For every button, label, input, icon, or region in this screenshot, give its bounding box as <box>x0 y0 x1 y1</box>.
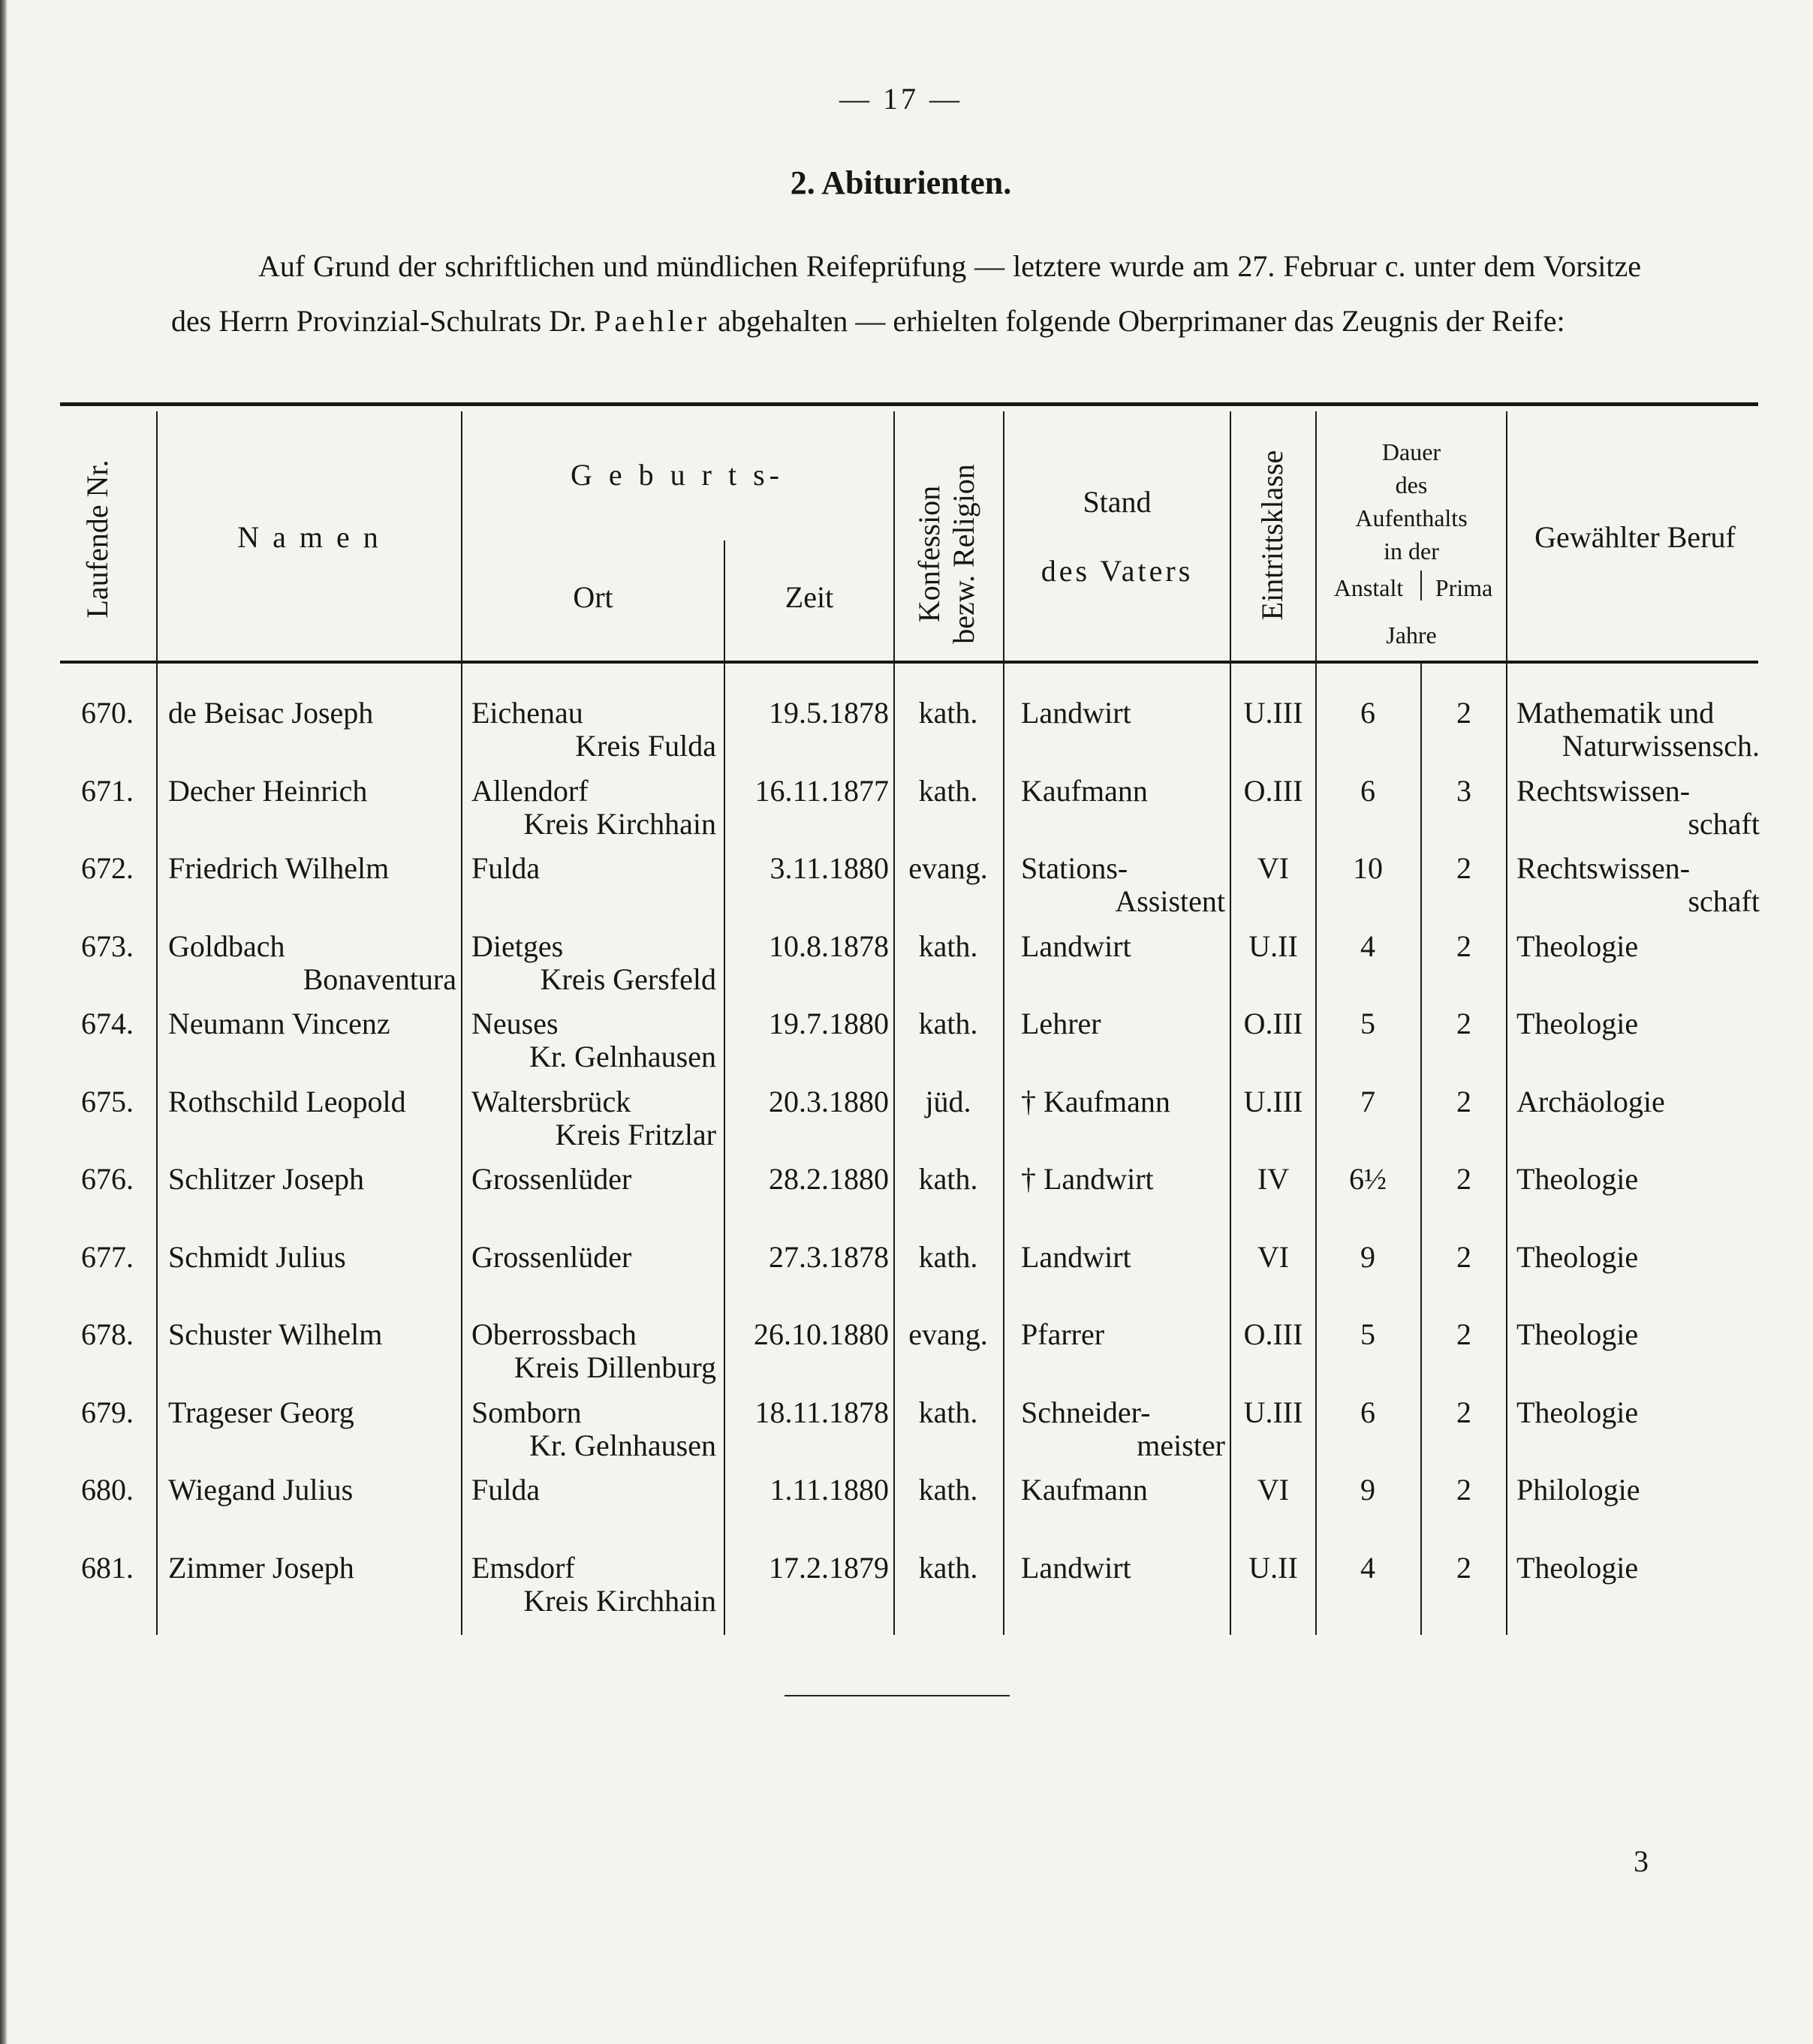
cell-prima: 2 <box>1456 1473 1471 1507</box>
cell-nr: 679. <box>81 1395 134 1429</box>
cell-konf: kath. <box>918 696 978 730</box>
cell-name-line1: de Beisac Joseph <box>168 696 374 730</box>
cell-konf: kath. <box>918 1551 978 1585</box>
column-line <box>1506 411 1507 1635</box>
cell-ort-line1: Waltersbrück <box>471 1085 631 1118</box>
cell-konf: evang. <box>908 851 988 885</box>
cell-anstalt: 6½ <box>1349 1162 1387 1196</box>
cell-ort-line1: Eichenau <box>471 696 583 730</box>
cell-nr: 672. <box>81 851 134 885</box>
cell-klasse: VI <box>1257 1473 1290 1507</box>
cell-beruf-line1: Rechtswissen- <box>1516 774 1691 808</box>
intro-paragraph <box>171 239 1641 348</box>
cell-stand-line2: Assistent <box>1115 884 1225 918</box>
cell-zeit: 19.5.1878 <box>769 696 889 730</box>
cell-prima: 2 <box>1456 1395 1471 1429</box>
cell-ort-line1: Fulda <box>471 851 541 885</box>
cell-ort-line2: Kreis Dillenburg <box>513 1350 716 1384</box>
column-line <box>1420 664 1422 1635</box>
intro-text-2: abgehalten — erhielten folgende Oberprimaner das Zeugnis der Reife: <box>710 304 1565 338</box>
cell-klasse: U.II <box>1248 929 1298 963</box>
cell-beruf-line1: Rechtswissen- <box>1516 851 1691 885</box>
header-konfession <box>912 449 984 659</box>
page-number: — 17 — <box>839 82 962 116</box>
cell-zeit: 26.10.1880 <box>754 1317 889 1351</box>
cell-zeit: 20.3.1880 <box>769 1085 889 1118</box>
cell-zeit: 1.11.1880 <box>769 1473 889 1507</box>
section-title: 2. Abiturienten. <box>790 164 1012 201</box>
cell-ort-line1: Neuses <box>471 1007 559 1040</box>
cell-zeit: 17.2.1879 <box>769 1551 889 1585</box>
cell-anstalt: 9 <box>1360 1473 1375 1507</box>
cell-konf: evang. <box>908 1317 988 1351</box>
cell-name-line1: Friedrich Wilhelm <box>168 851 390 885</box>
cell-stand-line1: Landwirt <box>1021 696 1131 730</box>
cell-klasse: IV <box>1257 1162 1290 1196</box>
cell-anstalt: 6 <box>1360 774 1375 808</box>
cell-name-line1: Wiegand Julius <box>168 1473 354 1507</box>
cell-klasse: U.II <box>1248 1551 1298 1585</box>
cell-klasse: U.III <box>1243 1085 1303 1118</box>
cell-ort-line1: Fulda <box>471 1473 541 1507</box>
cell-stand-line1: Lehrer <box>1021 1007 1101 1040</box>
cell-ort-line1: Somborn <box>471 1395 582 1429</box>
cell-anstalt: 4 <box>1360 1551 1375 1585</box>
cell-prima: 2 <box>1456 696 1471 730</box>
cell-klasse: O.III <box>1243 1007 1303 1040</box>
header-eintritt: Eintrittsklasse <box>1255 450 1289 621</box>
header-stand-2: des Vaters <box>1041 554 1194 588</box>
cell-name-line1: Trageser Georg <box>168 1395 354 1429</box>
column-line <box>156 411 158 1635</box>
header-anstalt: Anstalt <box>1333 574 1404 601</box>
cell-beruf-line1: Theologie <box>1516 1551 1639 1585</box>
cell-ort-line1: Dietges <box>471 929 564 963</box>
cell-zeit: 28.2.1880 <box>769 1162 889 1196</box>
cell-name-line1: Schmidt Julius <box>168 1240 346 1274</box>
cell-ort-line1: Grossenlüder <box>471 1240 632 1274</box>
cell-anstalt: 5 <box>1360 1007 1375 1040</box>
cell-stand-line1: Kaufmann <box>1021 774 1148 808</box>
footnote-rule <box>785 1695 1010 1696</box>
cell-zeit: 27.3.1878 <box>769 1240 889 1274</box>
cell-ort-line1: Allendorf <box>471 774 589 808</box>
cell-name-line1: Zimmer Joseph <box>168 1551 354 1585</box>
cell-name-line1: Decher Heinrich <box>168 774 368 808</box>
cell-konf: kath. <box>918 1395 978 1429</box>
header-dauer-4: in der <box>1384 537 1439 564</box>
cell-konf: kath. <box>918 1007 978 1040</box>
cell-prima: 2 <box>1456 851 1471 885</box>
cell-beruf-line1: Theologie <box>1516 1317 1639 1351</box>
cell-ort-line1: Emsdorf <box>471 1551 575 1585</box>
cell-nr: 674. <box>81 1007 134 1040</box>
cell-anstalt: 7 <box>1360 1085 1375 1118</box>
cell-stand-line1: Landwirt <box>1021 1551 1131 1585</box>
cell-name-line1: Schlitzer Joseph <box>168 1162 365 1196</box>
cell-stand-line1: Landwirt <box>1021 1240 1131 1274</box>
scan-edge <box>0 0 8 2044</box>
cell-klasse: VI <box>1257 1240 1290 1274</box>
cell-klasse: U.III <box>1243 1395 1303 1429</box>
cell-beruf-line2: Naturwissensch. <box>1562 729 1760 763</box>
cell-zeit: 18.11.1878 <box>754 1395 889 1429</box>
cell-name-line2: Bonaventura <box>303 962 456 996</box>
cell-name-line1: Goldbach <box>168 929 285 963</box>
cell-anstalt: 6 <box>1360 1395 1375 1429</box>
cell-prima: 2 <box>1456 1551 1471 1585</box>
cell-ort-line2: Kreis Fulda <box>575 729 716 763</box>
column-line <box>724 540 725 1635</box>
cell-beruf-line1: Theologie <box>1516 1240 1639 1274</box>
header-bottom-rule <box>60 661 1758 664</box>
cell-stand-line2: meister <box>1137 1428 1225 1462</box>
cell-anstalt: 4 <box>1360 929 1375 963</box>
cell-stand-line1: Pfarrer <box>1021 1317 1105 1351</box>
cell-ort-line2: Kr. Gelnhausen <box>529 1040 716 1073</box>
cell-konf: jüd. <box>925 1085 971 1118</box>
cell-nr: 671. <box>81 774 134 808</box>
cell-name-line1: Schuster Wilhelm <box>168 1317 383 1351</box>
cell-klasse: VI <box>1257 851 1290 885</box>
cell-zeit: 16.11.1877 <box>754 774 889 808</box>
cell-konf: kath. <box>918 774 978 808</box>
cell-prima: 2 <box>1456 1240 1471 1274</box>
cell-stand-line1: Landwirt <box>1021 929 1131 963</box>
cell-stand-line1: † Kaufmann <box>1021 1085 1170 1118</box>
header-nr: Laufende Nr. <box>80 459 114 619</box>
header-konfession-2: bezw. Religion <box>947 464 980 644</box>
cell-beruf-line1: Theologie <box>1516 1007 1639 1040</box>
cell-ort-line2: Kreis Kirchhain <box>523 807 716 841</box>
cell-nr: 678. <box>81 1317 134 1351</box>
cell-stand-line1: Stations- <box>1021 851 1128 885</box>
cell-stand-line1: Schneider- <box>1021 1395 1151 1429</box>
cell-anstalt: 10 <box>1353 851 1383 885</box>
cell-prima: 3 <box>1456 774 1471 808</box>
cell-konf: kath. <box>918 1240 978 1274</box>
cell-anstalt: 5 <box>1360 1317 1375 1351</box>
cell-nr: 680. <box>81 1473 134 1507</box>
cell-nr: 681. <box>81 1551 134 1585</box>
header-geburts: G e b u r t s- <box>571 458 784 492</box>
cell-nr: 676. <box>81 1162 134 1196</box>
header-zeit: Zeit <box>785 580 834 614</box>
cell-name-line1: Rothschild Leopold <box>168 1085 406 1118</box>
table-top-rule <box>60 402 1758 406</box>
header-beruf: Gewählter Beruf <box>1534 520 1736 554</box>
cell-beruf-line1: Philologie <box>1516 1473 1640 1507</box>
cell-konf: kath. <box>918 929 978 963</box>
cell-klasse: O.III <box>1243 1317 1303 1351</box>
header-ort: Ort <box>573 580 613 614</box>
cell-beruf-line2: schaft <box>1688 807 1760 841</box>
cell-stand-line1: Kaufmann <box>1021 1473 1148 1507</box>
header-namen: N a m e n <box>237 520 381 554</box>
cell-nr: 675. <box>81 1085 134 1118</box>
cell-prima: 2 <box>1456 1317 1471 1351</box>
cell-ort-line2: Kreis Fritzlar <box>555 1118 716 1151</box>
cell-nr: 677. <box>81 1240 134 1274</box>
cell-ort-line2: Kreis Kirchhain <box>523 1584 716 1618</box>
cell-konf: kath. <box>918 1162 978 1196</box>
cell-anstalt: 9 <box>1360 1240 1375 1274</box>
cell-prima: 2 <box>1456 1162 1471 1196</box>
header-dauer-2: des <box>1395 471 1428 498</box>
cell-nr: 673. <box>81 929 134 963</box>
header-dauer-1: Dauer <box>1381 438 1441 465</box>
cell-beruf-line2: schaft <box>1688 884 1760 918</box>
intro-name: Paehler <box>594 304 711 338</box>
cell-klasse: O.III <box>1243 774 1303 808</box>
cell-anstalt: 6 <box>1360 696 1375 730</box>
header-dauer-3: Aufenthalts <box>1355 504 1468 531</box>
cell-ort-line1: Oberrossbach <box>471 1317 637 1351</box>
header-jahre: Jahre <box>1386 622 1437 649</box>
signature-mark: 3 <box>1634 1844 1649 1878</box>
cell-zeit: 19.7.1880 <box>769 1007 889 1040</box>
cell-zeit: 3.11.1880 <box>769 851 889 885</box>
header-prima: Prima <box>1435 574 1493 601</box>
cell-konf: kath. <box>918 1473 978 1507</box>
cell-prima: 2 <box>1456 929 1471 963</box>
header-dauer <box>1317 435 1506 567</box>
cell-ort-line2: Kreis Gersfeld <box>540 962 716 996</box>
cell-zeit: 10.8.1878 <box>769 929 889 963</box>
header-konfession-1: Konfession <box>912 485 946 623</box>
cell-stand-line1: † Landwirt <box>1021 1162 1154 1196</box>
cell-beruf-line1: Archäologie <box>1516 1085 1665 1118</box>
cell-ort-line1: Grossenlüder <box>471 1162 632 1196</box>
cell-ort-line2: Kr. Gelnhausen <box>529 1428 716 1462</box>
header-stand: Stand <box>1083 485 1152 519</box>
cell-beruf-line1: Mathematik und <box>1516 696 1715 730</box>
column-line <box>1003 411 1004 1635</box>
cell-beruf-line1: Theologie <box>1516 929 1639 963</box>
cell-name-line1: Neumann Vincenz <box>168 1007 390 1040</box>
cell-prima: 2 <box>1456 1007 1471 1040</box>
cell-nr: 670. <box>81 696 134 730</box>
cell-beruf-line1: Theologie <box>1516 1162 1639 1196</box>
cell-prima: 2 <box>1456 1085 1471 1118</box>
intro-text-1: Auf Grund der schriftlichen und mündlichen Reifeprüfung — letztere wurde am 27. Februar c. unter dem Vorsitze des Herrn Provinzial-Schulrats Dr. <box>171 249 1641 338</box>
cell-beruf-line1: Theologie <box>1516 1395 1639 1429</box>
cell-klasse: U.III <box>1243 696 1303 730</box>
